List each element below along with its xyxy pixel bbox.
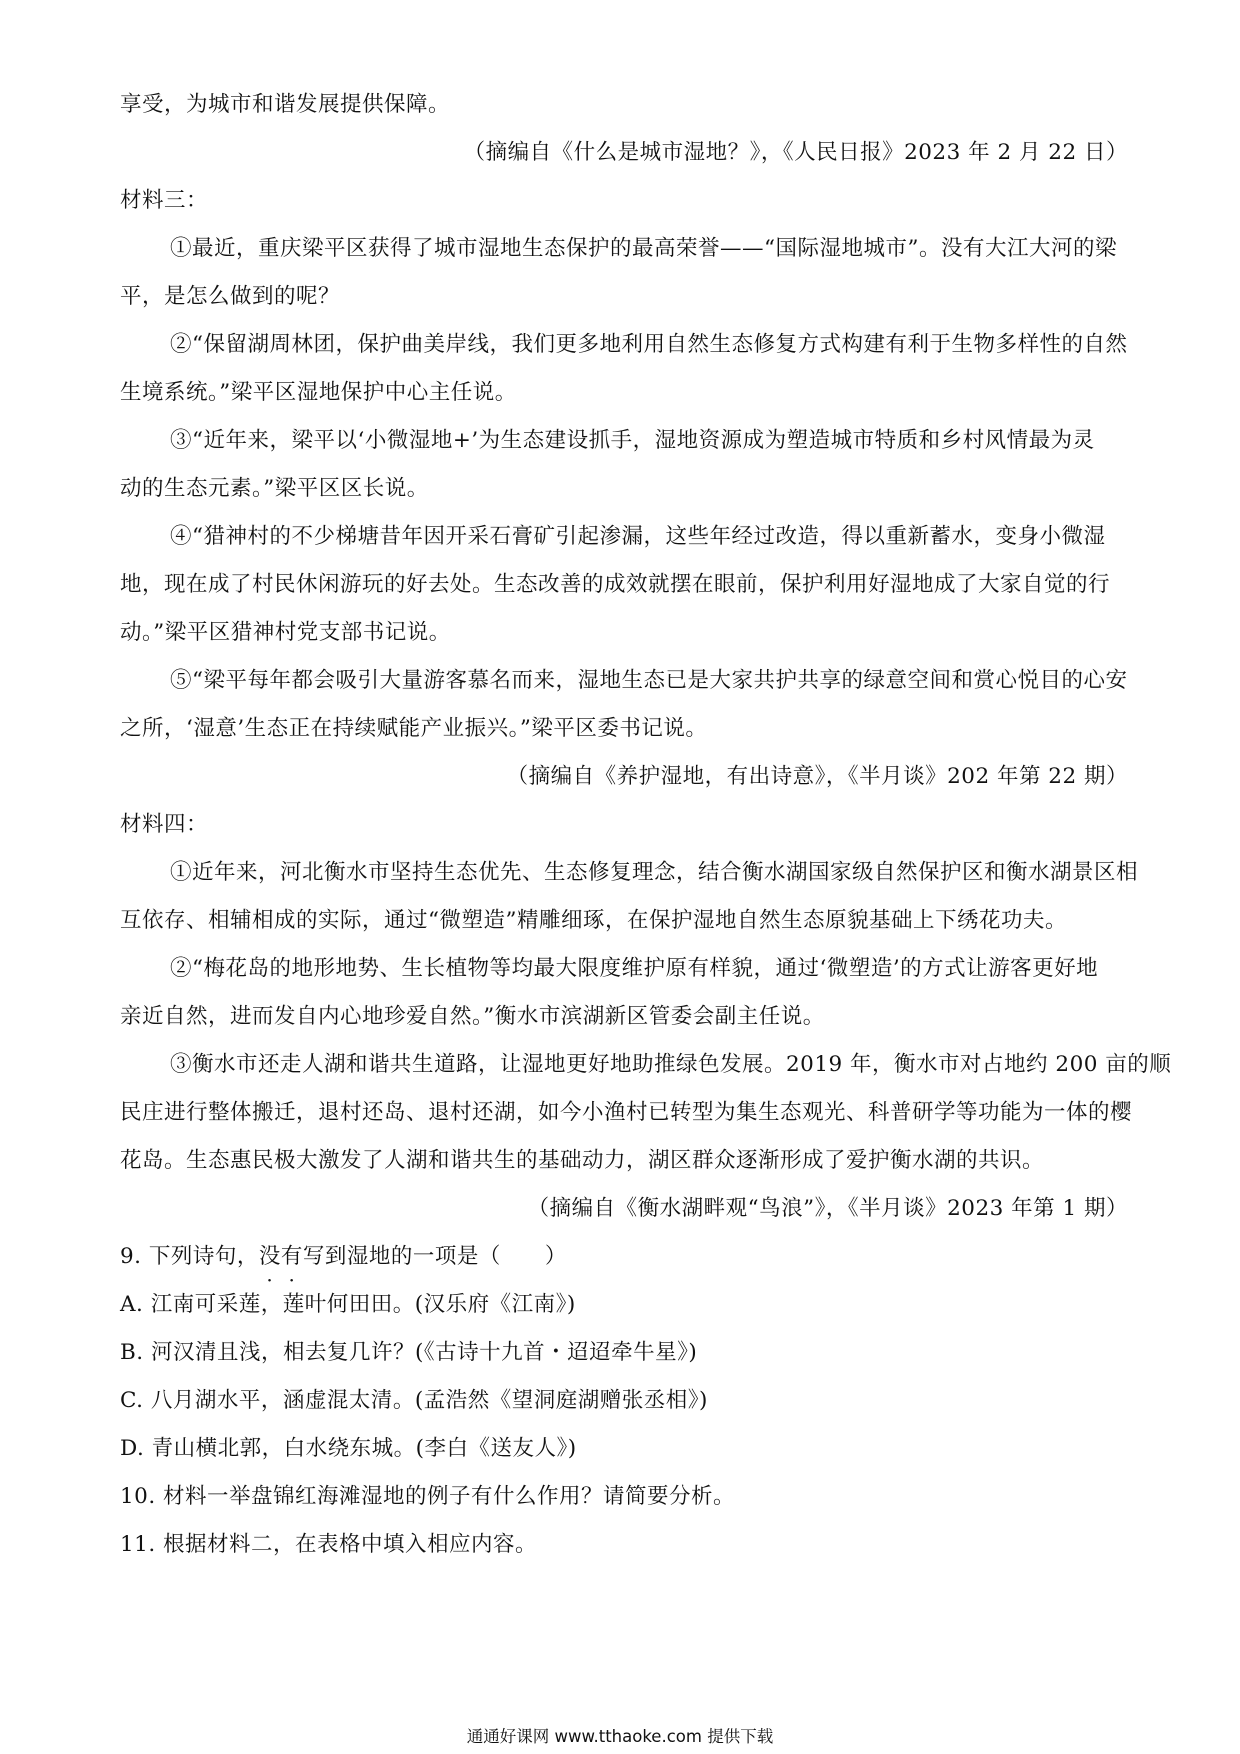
source-citation: （摘编自《衡水湖畔观“鸟浪”》，《半月谈》2023 年第 1 期） <box>527 1196 1128 1221</box>
page-footer: 通通好课网 www.tthaoke.com 提供下载 <box>466 1727 774 1746</box>
section-heading: 材料三： <box>120 188 209 213</box>
question-10: 10. 材料一举盘锦红海滩湿地的例子有什么作用？请简要分析。 <box>120 1484 736 1509</box>
paragraph-line: 之所，‘湿意’生态正在持续赋能产业振兴。”梁平区委书记说。 <box>120 716 708 741</box>
paragraph-line: 享受，为城市和谐发展提供保障。 <box>120 92 451 117</box>
question-9-prefix: 9. 下列诗句， <box>120 1244 259 1269</box>
paragraph-line: ⑤“梁平每年都会吸引大量游客慕名而来，湿地生态已是大家共护共享的绿意空间和赏心悦目的心安 <box>170 668 1128 693</box>
paragraph-line: 平，是怎么做到的呢？ <box>120 284 341 309</box>
question-11: 11. 根据材料二，在表格中填入相应内容。 <box>120 1532 538 1557</box>
option-c: C. 八月湖水平，涵虚混太清。(孟浩然《望洞庭湖赠张丞相》) <box>120 1388 708 1413</box>
paragraph-line: 民庄进行整体搬迁，退村还岛、退村还湖，如今小渔村已转型为集生态观光、科普研学等功能为一体的樱 <box>120 1100 1133 1125</box>
paragraph-line: ④“猎神村的不少梯塘昔年因开采石膏矿引起渗漏，这些年经过改造，得以重新蓄水，变身小微湿 <box>170 524 1106 549</box>
source-citation: （摘编自《什么是城市湿地？》，《人民日报》2023 年 2 月 22 日） <box>463 140 1128 165</box>
paragraph-line: 地，现在成了村民休闲游玩的好去处。生态改善的成效就摆在眼前，保护利用好湿地成了大家自觉的行 <box>120 572 1111 597</box>
paragraph-line: ③衡水市还走人湖和谐共生道路，让湿地更好地助推绿色发展。2019 年，衡水市对占地约 200 亩的顺 <box>170 1052 1172 1077</box>
emphasis-char: 有 <box>280 1244 303 1269</box>
source-citation: （摘编自《养护湿地，有出诗意》，《半月谈》202 年第 22 期） <box>506 764 1128 789</box>
paragraph-line: 动的生态元素。”梁平区区长说。 <box>120 476 429 501</box>
question-9 <box>120 1242 567 1272</box>
paragraph-line: ②“梅花岛的地形地势、生长植物等均最大限度维护原有样貌，通过‘微塑造’的方式让游客更好地 <box>170 956 1099 981</box>
option-b: B. 河汉清且浅，相去复几许？(《古诗十九首・迢迢牵牛星》) <box>120 1340 698 1365</box>
paragraph-line: 亲近自然，进而发自内心地珍爱自然。”衡水市滨湖新区管委会副主任说。 <box>120 1004 825 1029</box>
paragraph-line: 动。”梁平区猎神村党支部书记说。 <box>120 620 451 645</box>
paragraph-line: ③“近年来，梁平以‘小微湿地+’为生态建设抓手，湿地资源成为塑造城市特质和乡村风情最为灵 <box>170 428 1095 453</box>
paragraph-line: ②“保留湖周林团，保护曲美岸线，我们更多地利用自然生态修复方式构建有利于生物多样性的自然 <box>170 332 1128 357</box>
emphasis-char: 没 <box>258 1244 281 1269</box>
paragraph-line: 花岛。生态惠民极大激发了人湖和谐共生的基础动力，湖区群众逐渐形成了爱护衡水湖的共识。 <box>120 1148 1045 1173</box>
question-9-suffix: 写到湿地的一项是（ ） <box>302 1244 567 1269</box>
option-a: A. 江南可采莲，莲叶何田田。(汉乐府《江南》) <box>120 1292 576 1317</box>
paragraph-line: ①最近，重庆梁平区获得了城市湿地生态保护的最高荣誉——“国际湿地城市”。没有大江大河的梁 <box>170 236 1117 261</box>
paragraph-line: 互依存、相辅相成的实际，通过“微塑造”精雕细琢，在保护湿地自然生态原貌基础上下绣花功夫。 <box>120 908 1067 933</box>
paragraph-line: ①近年来，河北衡水市坚持生态优先、生态修复理念，结合衡水湖国家级自然保护区和衡水湖景区相 <box>170 860 1139 885</box>
section-heading: 材料四： <box>120 812 209 837</box>
option-d: D. 青山横北郭，白水绕东城。(李白《送友人》) <box>120 1436 577 1461</box>
paragraph-line: 生境系统。”梁平区湿地保护中心主任说。 <box>120 380 517 405</box>
